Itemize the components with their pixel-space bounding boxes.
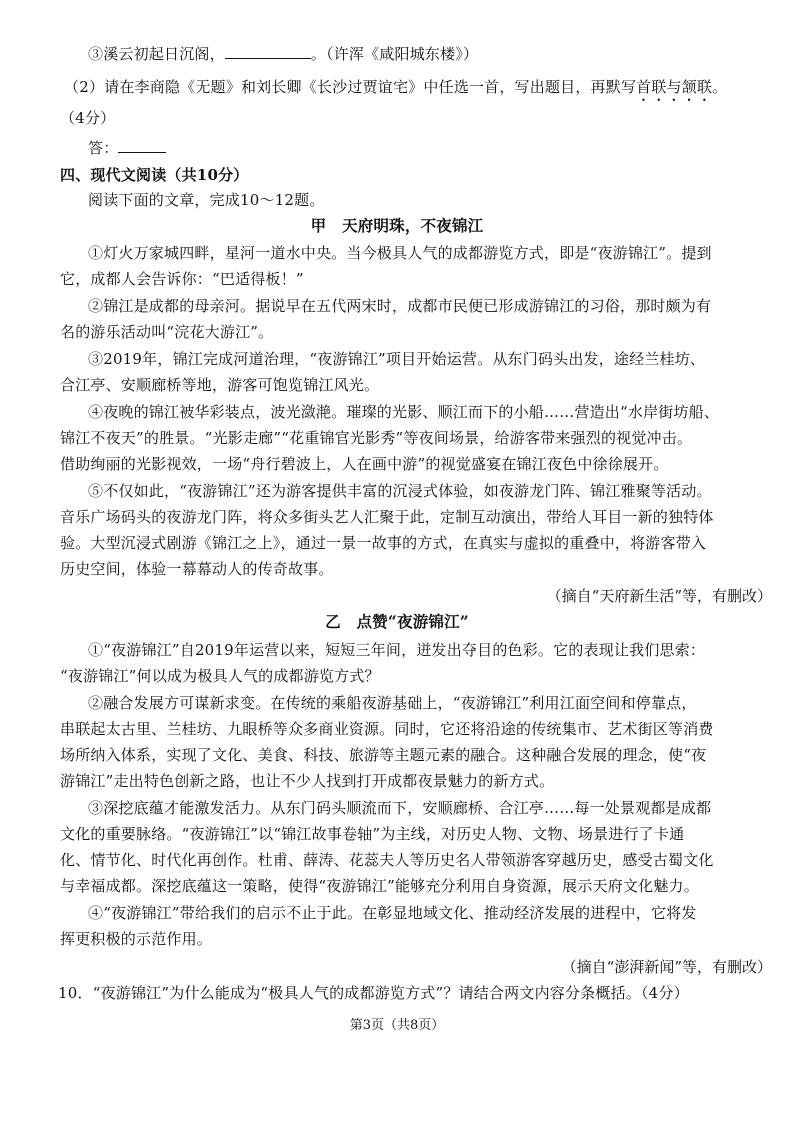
article-a-line: 名的游乐活动叫“浣花大游江”。 bbox=[60, 323, 274, 341]
article-b-line: 串联起太古里、兰桂坊、九眼桥等众多商业资源。同时，它还将沿途的传统集市、艺术街区等消费 bbox=[60, 720, 714, 738]
answer-label: 答： bbox=[88, 139, 119, 157]
article-b-line: 挥更积极的示范作用。 bbox=[60, 930, 213, 948]
poem-line-3-suffix: 。（许浑《咸阳城东楼》） bbox=[310, 45, 479, 63]
section-instruction: 阅读下面的文章，完成10～12题。 bbox=[88, 191, 325, 209]
article-a-line: 合江亭、安顺廊桥等地，游客可饱览锦江风光。 bbox=[60, 376, 380, 394]
article-b-line: ①“夜游锦江”自2019年运营以来，短短三年间，迸发出夺目的色彩。它的表现让我们思索： bbox=[88, 641, 706, 659]
poem-line-3-prefix: ③溪云初起日沉阁， bbox=[88, 45, 225, 63]
page-number: 第3页（共8页） bbox=[349, 1018, 445, 1033]
answer-blank[interactable] bbox=[225, 44, 311, 59]
question-2 bbox=[64, 77, 727, 105]
answer-line bbox=[88, 138, 166, 158]
question-2-text: （2）请在李商隐《无题》和刘长卿《长沙过贾谊宅》中任选一首，写出题目，再默写 bbox=[64, 78, 637, 96]
article-b-line: ②融合发展方可谋新求变。在传统的乘船夜游基础上，“夜游锦江”利用江面空间和停靠点， bbox=[88, 694, 697, 712]
question-2-score: （4分） bbox=[60, 109, 116, 127]
article-a-line: 借助绚丽的光影视效，一场“舟行碧波上，人在画中游”的视觉盛宴在锦江夜色中徐徐展开。 bbox=[60, 455, 669, 473]
article-b-line: ③深挖底蕴才能激发活力。从东门码头顺流而下，安顺廊桥、合江亭……每一处景观都是成都 bbox=[88, 799, 712, 817]
article-b-line: ④“夜游锦江”带给我们的启示不止于此。在彰显地域文化、推动经济发展的进程中，它将发 bbox=[88, 904, 697, 922]
answer-blank-2[interactable] bbox=[118, 138, 166, 153]
article-a-source: （摘自“天府新生活”等，有删改） bbox=[546, 587, 772, 605]
article-b-line: “夜游锦江”何以成为极具人气的成都游览方式？ bbox=[60, 667, 380, 685]
article-b-title: 乙 点赞“夜游锦江” bbox=[325, 612, 469, 631]
article-b-line: 化、情节化、时代化再创作。杜甫、薛涛、花蕊夫人等历史名人带领游客穿越历史，感受古蜀文化 bbox=[60, 851, 714, 869]
article-a-line: 音乐广场码头的夜游龙门阵，将众多街头艺人汇聚于此，定制互动演出，带给人耳目一新的独特体 bbox=[60, 508, 714, 526]
article-a-line: 它，成都人会告诉你：“巴适得板！” bbox=[60, 270, 304, 288]
article-a-line: ①灯火万家城四畔，星河一道水中央。当今极具人气的成都游览方式，即是“夜游锦江”。提到 bbox=[88, 244, 712, 262]
article-b-line: 文化的重要脉络。“夜游锦江”以“锦江故事卷轴”为主线，对历史人物、文物、场景进行了卡通 bbox=[60, 825, 685, 843]
article-a-line: ②锦江是成都的母亲河。据说早在五代两宋时，成都市民便已形成游锦江的习俗，那时颇为有 bbox=[88, 297, 712, 315]
article-b-source: （摘自“澎湃新闻”等，有删改） bbox=[561, 958, 772, 976]
article-a-line: 锦江不夜天”的胜景。“光影走廊”“花重锦官光影秀”等夜间场景，给游客带来强烈的视觉冲击。 bbox=[60, 429, 693, 447]
article-b-line: 场所纳入体系，实现了文化、美食、科技、旅游等主题元素的融合。这种融合发展的理念，使“夜 bbox=[60, 746, 707, 764]
article-b-line: 游锦江”走出特色创新之路，也让不少人找到打开成都夜景魅力的新方式。 bbox=[60, 772, 555, 790]
question-2-emphasis: 首联与颔联 bbox=[636, 78, 713, 96]
section-heading: 四、现代文阅读（共10分） bbox=[60, 166, 249, 184]
article-b-line: 与幸福成都。深挖底蕴这一策略，使得“夜游锦江”能够充分利用自身资源，展示天府文化魅力。 bbox=[60, 877, 699, 895]
question-2-period: 。 bbox=[712, 78, 728, 96]
question-10: 10．“夜游锦江”为什么能成为“极具人气的成都游览方式”？请结合两文内容分条概括。（4分） bbox=[58, 984, 689, 1002]
poem-line-3 bbox=[88, 44, 478, 64]
article-a-line: ⑤不仅如此，“夜游锦江”还为游客提供丰富的沉浸式体验，如夜游龙门阵、锦江雅聚等活动。 bbox=[88, 482, 712, 500]
article-a-line: 历史空间，体验一幕幕动人的传奇故事。 bbox=[60, 560, 334, 578]
article-a-line: 验。大型沉浸式剧游《锦江之上》，通过一景一故事的方式，在真实与虚拟的重叠中，将游客带入 bbox=[60, 534, 707, 552]
article-a-title: 甲 天府明珠，不夜锦江 bbox=[310, 216, 484, 235]
article-a-line: ③2019年，锦江完成河道治理，“夜游锦江”项目开始运营。从东门码头出发，途经兰桂坊、 bbox=[88, 350, 706, 368]
article-a-line: ④夜晚的锦江被华彩装点，波光潋滟。璀璨的光影、顺江而下的小船……营造出“水岸街坊船、 bbox=[88, 403, 720, 421]
